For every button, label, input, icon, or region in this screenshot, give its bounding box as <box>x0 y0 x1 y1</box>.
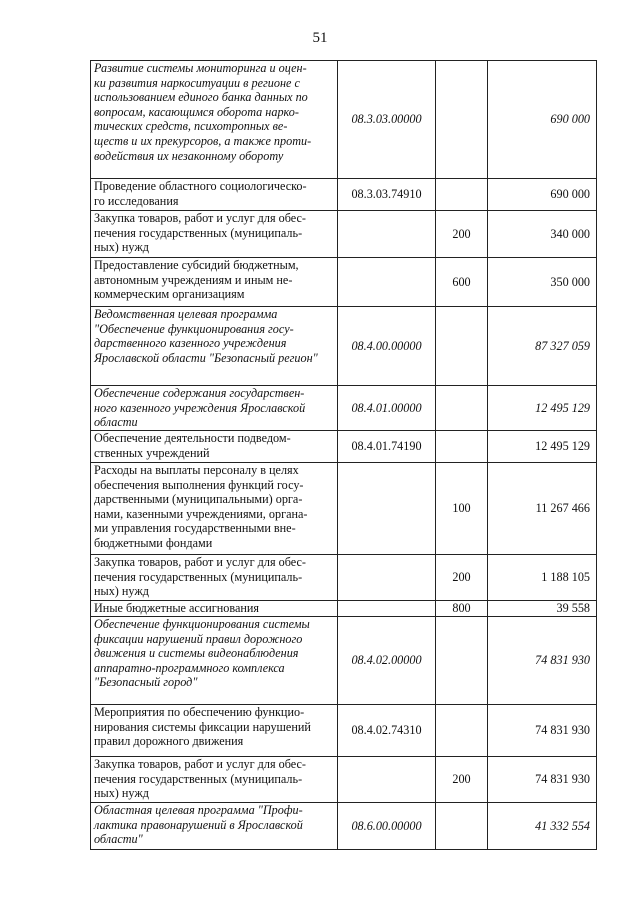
row-name-line: ного казенного учреждения Ярославской <box>94 400 306 415</box>
row-type-cell <box>436 617 488 705</box>
row-name-line: ственных учреждений <box>94 445 210 460</box>
row-name-line: Расходы на выплаты персоналу в целях <box>94 463 299 477</box>
row-amount-cell: 39 558 <box>488 601 597 617</box>
row-type-cell: 100 <box>436 463 488 555</box>
row-name-cell <box>91 555 338 601</box>
row-code-cell: 08.4.01.74190 <box>338 431 436 463</box>
row-code-cell <box>338 463 436 555</box>
row-name-line: Закупка товаров, работ и услуг для обес- <box>94 211 306 225</box>
row-name-cell <box>91 258 338 307</box>
row-amount-cell: 74 831 930 <box>488 757 597 803</box>
row-amount-cell: 74 831 930 <box>488 617 597 705</box>
table-row <box>91 463 597 555</box>
row-name-line: лактика правонарушений в Ярославской <box>94 817 303 832</box>
row-name-line: коммерческим организациям <box>94 287 245 302</box>
row-name-line: дарственного казенного учреждения <box>94 336 287 351</box>
row-name-line: Развитие системы мониторинга и оцен- <box>94 61 307 75</box>
table-row <box>91 601 597 617</box>
row-code-cell: 08.3.03.00000 <box>338 61 436 179</box>
row-name-line: Предоставление субсидий бюджетным, <box>94 258 299 272</box>
table-row <box>91 258 597 307</box>
row-code-cell <box>338 258 436 307</box>
row-name-line: Областная целевая программа "Профи- <box>94 803 303 817</box>
row-name-line: вопросам, касающимся оборота нарко- <box>94 104 299 119</box>
table-row <box>91 431 597 463</box>
table-row <box>91 705 597 757</box>
row-name-line: Ярославской области "Безопасный регион" <box>94 350 318 365</box>
row-code-cell: 08.4.00.00000 <box>338 307 436 386</box>
row-name-line: печения государственных (муниципаль- <box>94 225 303 240</box>
row-amount-cell: 690 000 <box>488 61 597 179</box>
row-amount-cell: 12 495 129 <box>488 386 597 431</box>
row-name-line: ных) нужд <box>94 584 149 599</box>
row-name-line: ществ и их прекурсоров, а также проти- <box>94 133 312 148</box>
row-amount-cell: 690 000 <box>488 179 597 211</box>
table-row <box>91 555 597 601</box>
row-code-cell <box>338 211 436 258</box>
row-name-cell <box>91 757 338 803</box>
row-name-line: Мероприятия по обеспечению функцио- <box>94 705 305 719</box>
row-type-cell <box>436 431 488 463</box>
table-row <box>91 803 597 850</box>
row-name-line: ных) нужд <box>94 786 149 801</box>
row-type-cell: 200 <box>436 757 488 803</box>
row-name-cell <box>91 617 338 705</box>
row-name-line: "Обеспечение функционирования госу- <box>94 321 294 336</box>
row-name-cell <box>91 463 338 555</box>
row-name-line: Проведение областного социологическо- <box>94 179 307 193</box>
row-code-cell: 08.3.03.74910 <box>338 179 436 211</box>
row-name-line: го исследования <box>94 193 179 208</box>
row-code-cell: 08.4.02.74310 <box>338 705 436 757</box>
row-name-line: использованием единого банка данных по <box>94 90 308 105</box>
row-name-line: Обеспечение функционирования системы <box>94 617 310 631</box>
row-name-cell <box>91 211 338 258</box>
budget-table <box>90 60 597 850</box>
row-amount-cell: 350 000 <box>488 258 597 307</box>
row-name-line: Закупка товаров, работ и услуг для обес- <box>94 555 306 569</box>
row-name-cell <box>91 601 338 617</box>
row-amount-cell: 41 332 554 <box>488 803 597 850</box>
row-name-line: водействия их незаконному обороту <box>94 148 284 163</box>
row-name-line: Закупка товаров, работ и услуг для обес- <box>94 757 306 771</box>
row-name-cell <box>91 803 338 850</box>
row-amount-cell: 87 327 059 <box>488 307 597 386</box>
row-name-line: печения государственных (муниципаль- <box>94 771 303 786</box>
row-name-line: нирования системы фиксации нарушений <box>94 719 311 734</box>
row-name-line: области" <box>94 832 143 847</box>
row-name-line: обеспечения выполнения функций госу- <box>94 477 304 492</box>
row-type-cell <box>436 307 488 386</box>
row-amount-cell: 74 831 930 <box>488 705 597 757</box>
row-name-cell <box>91 386 338 431</box>
row-name-line: ми управления государственными вне- <box>94 521 296 536</box>
row-type-cell <box>436 179 488 211</box>
row-name-line: тических средств, психотропных ве- <box>94 119 288 134</box>
row-name-line: области <box>94 415 138 430</box>
row-name-cell <box>91 61 338 179</box>
row-name-line: автономным учреждениям и иным не- <box>94 272 293 287</box>
table-row <box>91 307 597 386</box>
row-code-cell: 08.4.01.00000 <box>338 386 436 431</box>
table-row <box>91 617 597 705</box>
row-amount-cell: 12 495 129 <box>488 431 597 463</box>
row-type-cell <box>436 803 488 850</box>
row-code-cell: 08.4.02.00000 <box>338 617 436 705</box>
row-name-cell <box>91 307 338 386</box>
row-name-line: Обеспечение деятельности подведом- <box>94 431 291 445</box>
row-name-line: нами, казенными учреждениями, органа- <box>94 506 308 521</box>
row-name-line: "Безопасный город" <box>94 675 198 690</box>
row-name-line: Ведомственная целевая программа <box>94 307 278 321</box>
row-name-line: фиксации нарушений правил дорожного <box>94 631 303 646</box>
row-name-line: правил дорожного движения <box>94 734 244 749</box>
row-name-line: Иные бюджетные ассигнования <box>94 601 260 615</box>
row-type-cell <box>436 61 488 179</box>
row-name-line: дарственными (муниципальными) орга- <box>94 492 303 507</box>
table-row <box>91 61 597 179</box>
table-row <box>91 211 597 258</box>
row-type-cell: 200 <box>436 211 488 258</box>
row-code-cell <box>338 601 436 617</box>
row-name-line: бюджетными фондами <box>94 535 213 550</box>
row-amount-cell: 11 267 466 <box>488 463 597 555</box>
row-code-cell: 08.6.00.00000 <box>338 803 436 850</box>
table-row <box>91 179 597 211</box>
row-name-line: печения государственных (муниципаль- <box>94 569 303 584</box>
row-code-cell <box>338 757 436 803</box>
row-amount-cell: 340 000 <box>488 211 597 258</box>
row-name-cell <box>91 179 338 211</box>
row-name-line: Обеспечение содержания государствен- <box>94 386 305 400</box>
row-type-cell: 800 <box>436 601 488 617</box>
table-row <box>91 757 597 803</box>
row-type-cell <box>436 705 488 757</box>
row-name-line: аппаратно-программного комплекса <box>94 660 285 675</box>
row-name-cell <box>91 705 338 757</box>
row-name-line: движения и системы видеонаблюдения <box>94 646 299 661</box>
row-name-line: ных) нужд <box>94 240 149 255</box>
row-type-cell <box>436 386 488 431</box>
row-name-line: ки развития наркоситуации в регионе с <box>94 75 300 90</box>
row-code-cell <box>338 555 436 601</box>
page-number: 51 <box>312 30 328 46</box>
row-name-cell <box>91 431 338 463</box>
row-type-cell: 600 <box>436 258 488 307</box>
table-row <box>91 386 597 431</box>
row-type-cell: 200 <box>436 555 488 601</box>
row-amount-cell: 1 188 105 <box>488 555 597 601</box>
budget-table-body <box>91 61 597 850</box>
